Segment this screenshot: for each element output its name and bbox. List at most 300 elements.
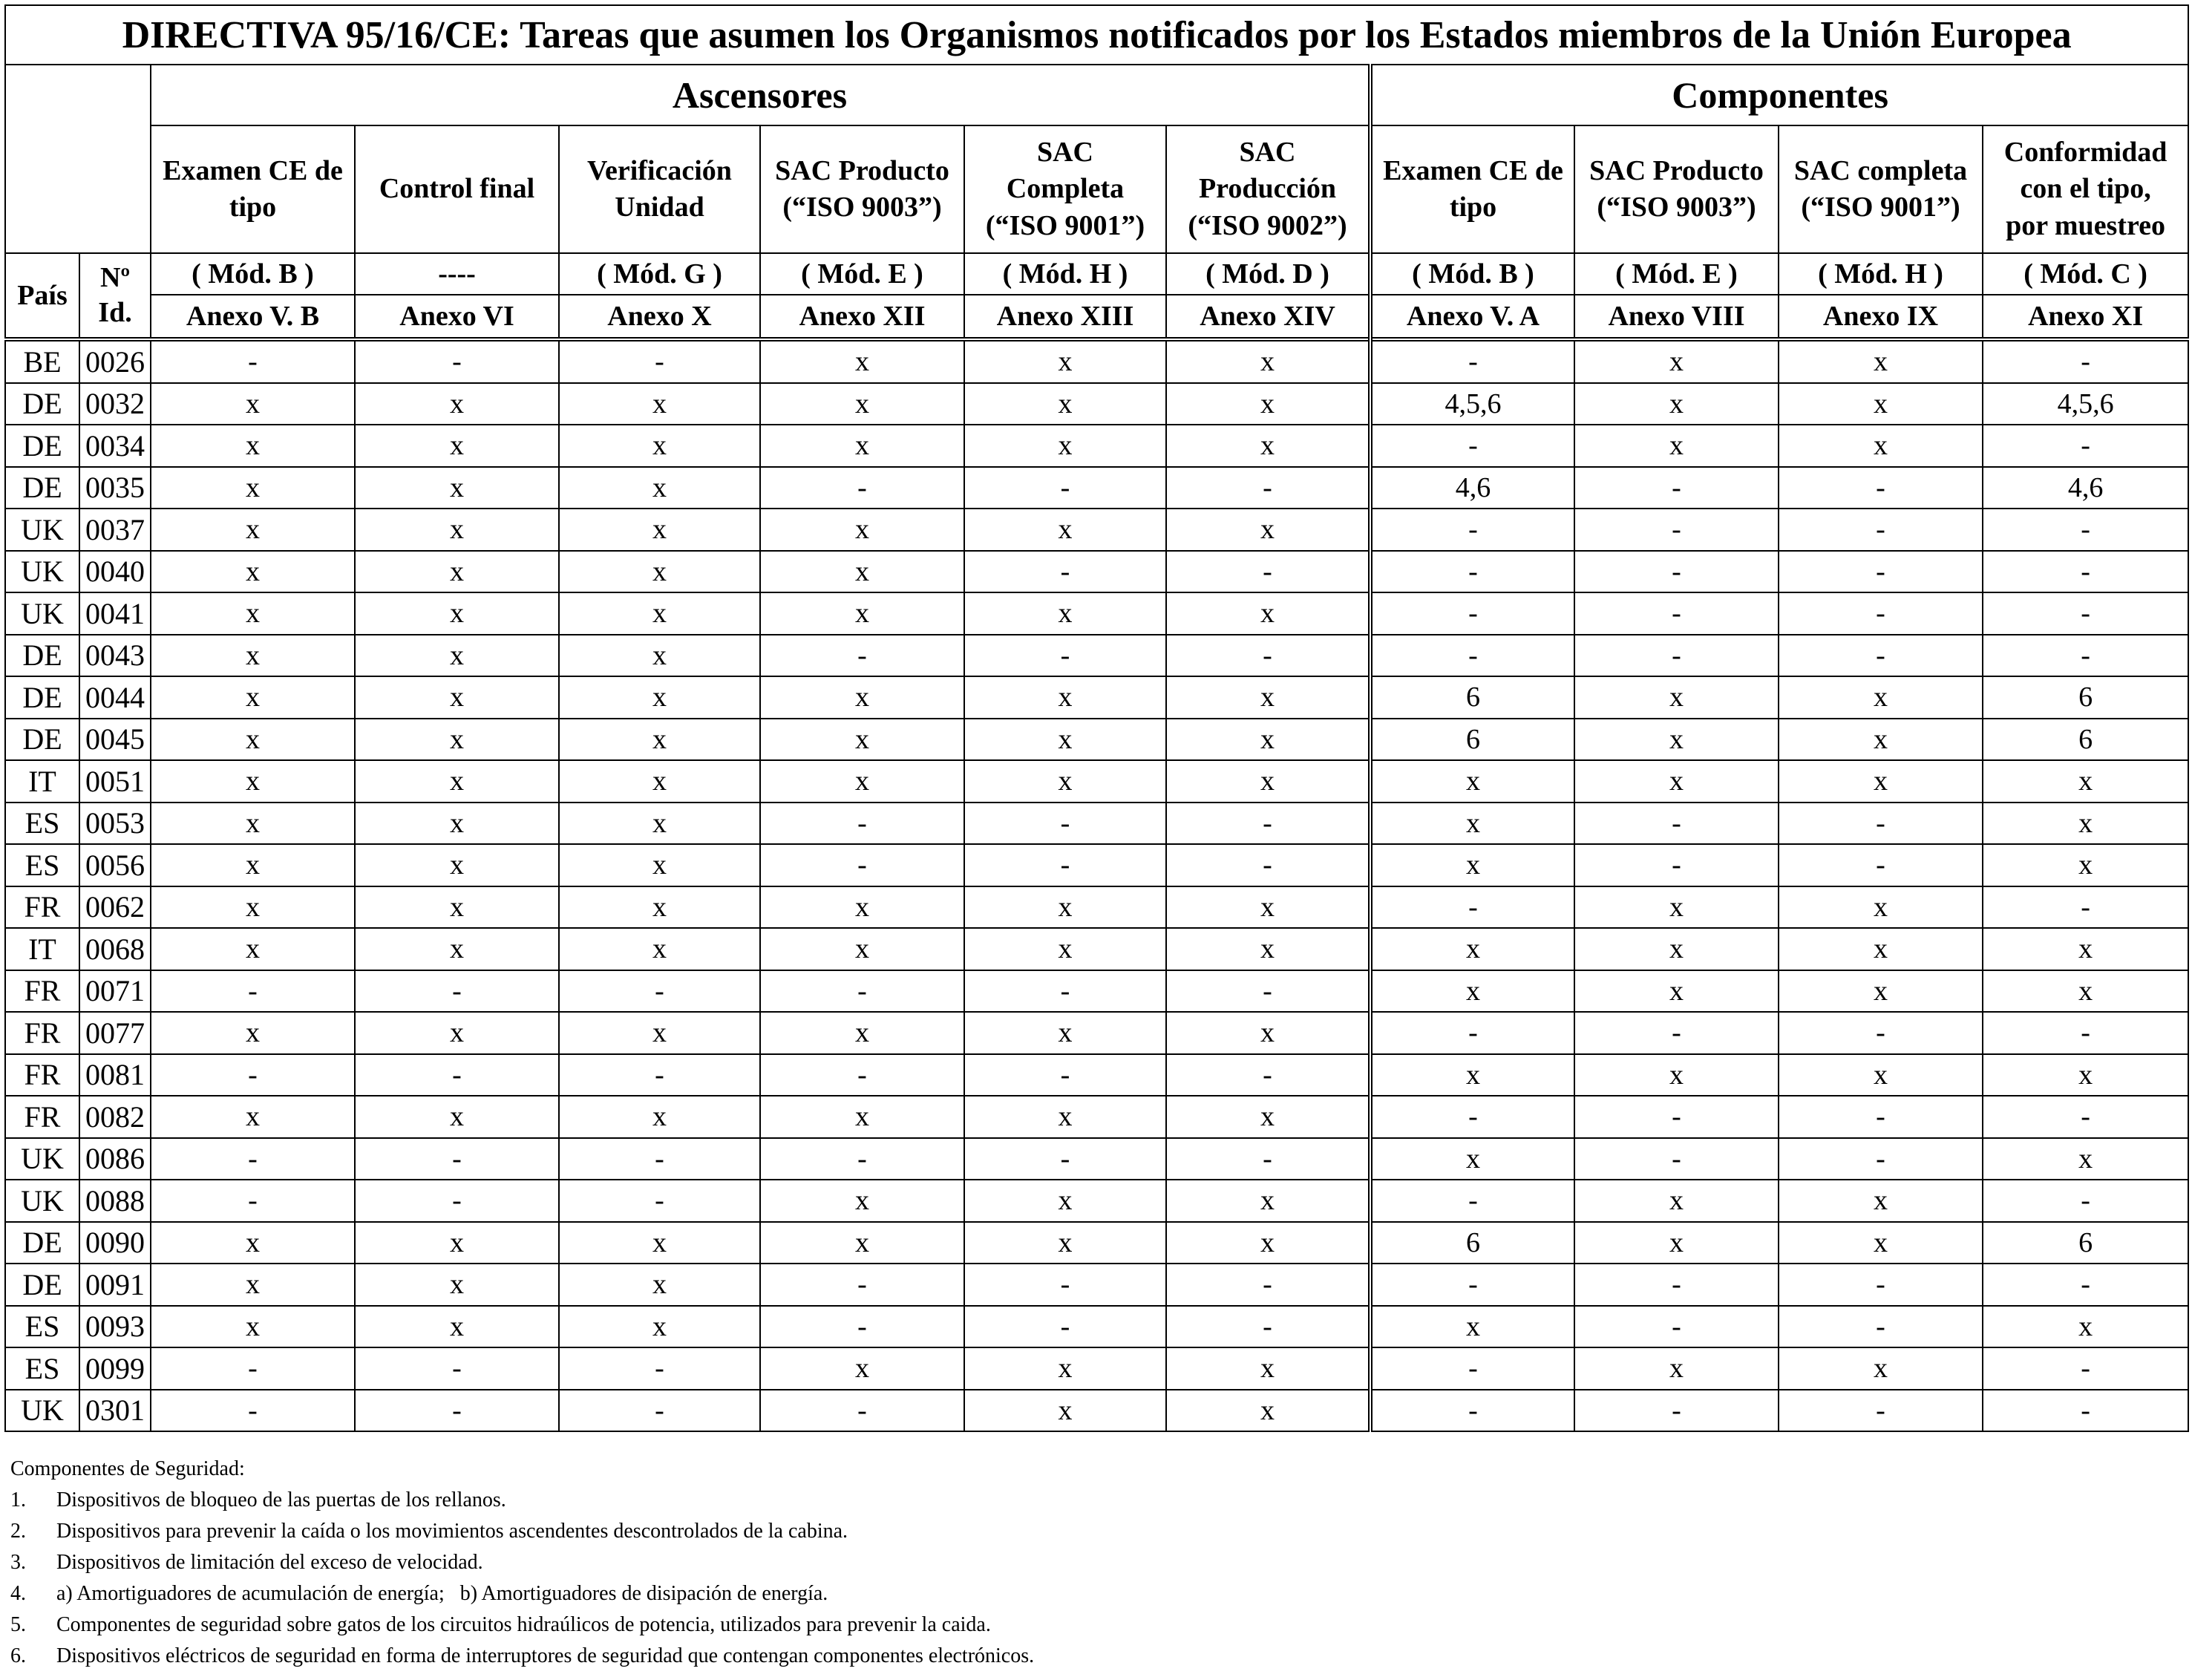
note-number: 4.: [10, 1582, 26, 1605]
annex-cell: Anexo VI: [355, 295, 559, 339]
value-cell: x: [355, 509, 559, 551]
module-cell: ( Mód. H ): [964, 253, 1166, 295]
note-item: [10, 1578, 1034, 1609]
column-label-line: Completa: [1006, 173, 1125, 205]
value-cell: -: [151, 970, 355, 1013]
value-cell: -: [1166, 1138, 1370, 1180]
column-label-line: SAC: [1239, 136, 1296, 168]
value-cell: -: [1779, 1390, 1983, 1432]
value-cell: -: [1779, 803, 1983, 845]
value-cell: -: [964, 467, 1166, 509]
value-cell: -: [355, 970, 559, 1013]
table-row: [5, 1390, 2188, 1432]
value-cell: x: [355, 928, 559, 970]
note-text: Dispositivos de limitación del exceso de velocidad.: [56, 1551, 483, 1574]
value-cell: x: [1166, 760, 1370, 803]
id-cell: 0056: [79, 844, 151, 886]
table-row: [5, 844, 2188, 886]
value-cell: -: [1779, 592, 1983, 635]
note-item: [10, 1641, 1034, 1672]
column-label-line: SAC Producto: [1589, 154, 1764, 186]
value-cell: x: [1166, 1222, 1370, 1264]
value-cell: 4,5,6: [1370, 383, 1574, 425]
value-cell: x: [1574, 425, 1779, 467]
id-cell: 0082: [79, 1096, 151, 1138]
id-cell: 0041: [79, 592, 151, 635]
country-cell: DE: [5, 425, 79, 467]
note-text: Componentes de seguridad sobre gatos de los circuitos hidraúlicos de potencia, utilizados para prevenir la caida.: [56, 1613, 991, 1636]
id-cell: 0053: [79, 803, 151, 845]
table-row: [5, 467, 2188, 509]
value-cell: x: [1779, 1054, 1983, 1096]
value-cell: x: [1166, 509, 1370, 551]
notes-list: [10, 1485, 1034, 1672]
note-number: 5.: [10, 1613, 26, 1636]
value-cell: 6: [1983, 676, 2188, 719]
note-item: [10, 1485, 1034, 1516]
country-cell: UK: [5, 551, 79, 593]
value-cell: x: [1166, 1347, 1370, 1390]
value-cell: x: [559, 1096, 760, 1138]
value-cell: x: [151, 383, 355, 425]
table-row: [5, 886, 2188, 929]
column-label-line: (“ISO 9003”): [782, 192, 942, 223]
value-cell: x: [355, 551, 559, 593]
value-cell: x: [964, 383, 1166, 425]
id-cell: 0044: [79, 676, 151, 719]
value-cell: -: [1574, 1306, 1779, 1348]
value-cell: x: [1983, 1306, 2188, 1348]
value-cell: -: [964, 844, 1166, 886]
value-cell: -: [1370, 1012, 1574, 1054]
value-cell: 6: [1370, 719, 1574, 761]
value-cell: 4,6: [1370, 467, 1574, 509]
value-cell: -: [760, 844, 964, 886]
value-cell: x: [355, 635, 559, 677]
table-row: [5, 928, 2188, 970]
value-cell: -: [1779, 635, 1983, 677]
id-cell: 0035: [79, 467, 151, 509]
value-cell: -: [1370, 425, 1574, 467]
column-label-line: Control final: [379, 173, 535, 205]
column-label-line: Examen CE de: [1383, 154, 1563, 186]
module-cell: ( Mód. E ): [1574, 253, 1779, 295]
value-cell: x: [151, 844, 355, 886]
value-cell: x: [1370, 760, 1574, 803]
country-cell: FR: [5, 1054, 79, 1096]
value-cell: x: [964, 339, 1166, 383]
value-cell: -: [1779, 1096, 1983, 1138]
value-cell: -: [1779, 467, 1983, 509]
value-cell: x: [1166, 676, 1370, 719]
value-cell: -: [1370, 635, 1574, 677]
id-cell: 0088: [79, 1180, 151, 1222]
value-cell: -: [559, 1347, 760, 1390]
module-cell: ( Mód. G ): [559, 253, 760, 295]
country-cell: BE: [5, 339, 79, 383]
note-number: 6.: [10, 1644, 26, 1667]
value-cell: -: [1983, 1347, 2188, 1390]
value-cell: x: [559, 551, 760, 593]
value-cell: 6: [1983, 719, 2188, 761]
module-cell: ----: [355, 253, 559, 295]
column-label-5: [1166, 125, 1370, 253]
module-cell: ( Mód. B ): [151, 253, 355, 295]
table-row: [5, 592, 2188, 635]
value-cell: x: [355, 886, 559, 929]
value-cell: x: [151, 1222, 355, 1264]
value-cell: x: [760, 760, 964, 803]
note-item: [10, 1547, 1034, 1578]
value-cell: 4,6: [1983, 467, 2188, 509]
id-header-line1: Nº: [100, 261, 130, 293]
value-cell: x: [760, 676, 964, 719]
value-cell: x: [1574, 1347, 1779, 1390]
table-row: [5, 1347, 2188, 1390]
value-cell: -: [1983, 1096, 2188, 1138]
value-cell: -: [1370, 886, 1574, 929]
value-cell: x: [1574, 383, 1779, 425]
value-cell: -: [559, 1138, 760, 1180]
value-cell: -: [1574, 803, 1779, 845]
value-cell: x: [1370, 803, 1574, 845]
value-cell: x: [355, 1306, 559, 1348]
table-row: [5, 425, 2188, 467]
annex-row: [5, 295, 2188, 339]
value-cell: x: [151, 1012, 355, 1054]
column-label-line: Producción: [1198, 173, 1337, 205]
value-cell: x: [559, 635, 760, 677]
country-cell: UK: [5, 1138, 79, 1180]
id-cell: 0090: [79, 1222, 151, 1264]
value-cell: x: [1166, 928, 1370, 970]
table-body: [5, 339, 2188, 1431]
value-cell: 6: [1370, 676, 1574, 719]
id-cell: 0043: [79, 635, 151, 677]
column-label-line: SAC Producto: [775, 154, 949, 186]
value-cell: x: [964, 760, 1166, 803]
id-cell: 0051: [79, 760, 151, 803]
value-cell: x: [559, 1012, 760, 1054]
value-cell: -: [1983, 886, 2188, 929]
value-cell: x: [559, 844, 760, 886]
value-cell: x: [1370, 1138, 1574, 1180]
note-item: [10, 1516, 1034, 1547]
column-label-line: (“ISO 9003”): [1597, 192, 1756, 223]
value-cell: x: [760, 509, 964, 551]
annex-cell: Anexo V. B: [151, 295, 355, 339]
value-cell: x: [1983, 1138, 2188, 1180]
id-cell: 0062: [79, 886, 151, 929]
value-cell: x: [355, 592, 559, 635]
value-cell: -: [1574, 844, 1779, 886]
value-cell: -: [1166, 844, 1370, 886]
id-cell: 0081: [79, 1054, 151, 1096]
value-cell: -: [964, 1264, 1166, 1306]
column-label-0: [151, 125, 355, 253]
value-cell: -: [964, 803, 1166, 845]
value-cell: x: [151, 509, 355, 551]
value-cell: x: [1166, 719, 1370, 761]
value-cell: -: [760, 803, 964, 845]
column-label-line: Conformidad: [2003, 136, 2168, 168]
value-cell: -: [355, 1054, 559, 1096]
value-cell: x: [1574, 1180, 1779, 1222]
value-cell: -: [1166, 1306, 1370, 1348]
value-cell: x: [151, 886, 355, 929]
country-cell: UK: [5, 1390, 79, 1432]
header-corner: [5, 65, 151, 253]
value-cell: -: [1370, 1180, 1574, 1222]
value-cell: x: [760, 1012, 964, 1054]
value-cell: -: [559, 1180, 760, 1222]
column-label-7: [1574, 125, 1779, 253]
column-label-line: (“ISO 9001”): [985, 209, 1145, 241]
value-cell: x: [760, 886, 964, 929]
column-label-1: [355, 125, 559, 253]
value-cell: -: [1574, 509, 1779, 551]
country-cell: DE: [5, 635, 79, 677]
value-cell: -: [1779, 1264, 1983, 1306]
value-cell: -: [1370, 1264, 1574, 1306]
value-cell: -: [1574, 1096, 1779, 1138]
value-cell: -: [1166, 635, 1370, 677]
value-cell: -: [760, 1390, 964, 1432]
value-cell: x: [964, 1347, 1166, 1390]
value-cell: -: [559, 970, 760, 1013]
value-cell: x: [1574, 676, 1779, 719]
value-cell: x: [964, 1390, 1166, 1432]
value-cell: x: [964, 425, 1166, 467]
country-cell: DE: [5, 383, 79, 425]
value-cell: -: [964, 1054, 1166, 1096]
table-row: [5, 1264, 2188, 1306]
note-number: 2.: [10, 1520, 26, 1543]
value-cell: -: [1370, 592, 1574, 635]
id-cell: 0093: [79, 1306, 151, 1348]
value-cell: x: [151, 1264, 355, 1306]
value-cell: x: [760, 339, 964, 383]
value-cell: -: [1983, 1264, 2188, 1306]
country-cell: FR: [5, 1096, 79, 1138]
value-cell: x: [760, 1347, 964, 1390]
value-cell: x: [1166, 1180, 1370, 1222]
value-cell: -: [1983, 1012, 2188, 1054]
value-cell: -: [964, 635, 1166, 677]
value-cell: x: [151, 425, 355, 467]
value-cell: x: [1779, 719, 1983, 761]
value-cell: 4,5,6: [1983, 383, 2188, 425]
value-cell: -: [760, 970, 964, 1013]
id-cell: 0301: [79, 1390, 151, 1432]
value-cell: x: [1370, 1306, 1574, 1348]
value-cell: x: [964, 1222, 1166, 1264]
value-cell: x: [964, 928, 1166, 970]
country-cell: IT: [5, 928, 79, 970]
value-cell: -: [760, 1264, 964, 1306]
value-cell: x: [355, 467, 559, 509]
column-label-line: con el tipo,: [2020, 173, 2151, 205]
value-cell: x: [1779, 760, 1983, 803]
id-header-line2: Id.: [98, 297, 132, 328]
value-cell: x: [559, 425, 760, 467]
value-cell: -: [559, 1390, 760, 1432]
id-cell: 0026: [79, 339, 151, 383]
id-cell: 0045: [79, 719, 151, 761]
value-cell: x: [151, 719, 355, 761]
value-cell: -: [1983, 425, 2188, 467]
table-row: [5, 1222, 2188, 1264]
value-cell: x: [151, 803, 355, 845]
value-cell: x: [1370, 970, 1574, 1013]
id-cell: 0032: [79, 383, 151, 425]
value-cell: x: [1983, 803, 2188, 845]
value-cell: -: [1779, 1138, 1983, 1180]
group-ascensores: Ascensores: [151, 65, 1370, 125]
id-cell: 0086: [79, 1138, 151, 1180]
country-cell: ES: [5, 1306, 79, 1348]
value-cell: x: [1574, 339, 1779, 383]
value-cell: x: [355, 1264, 559, 1306]
table-row: [5, 760, 2188, 803]
id-cell: 0068: [79, 928, 151, 970]
country-cell: DE: [5, 467, 79, 509]
value-cell: x: [1574, 1054, 1779, 1096]
value-cell: -: [760, 1138, 964, 1180]
table-row: [5, 676, 2188, 719]
table-row: [5, 1012, 2188, 1054]
note-number: 1.: [10, 1488, 26, 1511]
value-cell: x: [760, 1222, 964, 1264]
value-cell: x: [559, 719, 760, 761]
country-cell: UK: [5, 1180, 79, 1222]
table-row: [5, 1180, 2188, 1222]
value-cell: x: [964, 509, 1166, 551]
value-cell: x: [1779, 970, 1983, 1013]
id-cell: 0071: [79, 970, 151, 1013]
table-row: [5, 635, 2188, 677]
value-cell: -: [1574, 1138, 1779, 1180]
value-cell: x: [151, 676, 355, 719]
value-cell: -: [151, 1180, 355, 1222]
column-label-line: (“ISO 9001”): [1801, 192, 1960, 223]
value-cell: -: [1983, 1180, 2188, 1222]
table-row: [5, 1306, 2188, 1348]
value-cell: x: [1370, 928, 1574, 970]
document: [4, 4, 2188, 1432]
value-cell: -: [1166, 1264, 1370, 1306]
value-cell: -: [1983, 592, 2188, 635]
value-cell: x: [1574, 886, 1779, 929]
column-label-line: (“ISO 9002”): [1188, 209, 1347, 241]
value-cell: x: [760, 551, 964, 593]
value-cell: -: [964, 970, 1166, 1013]
value-cell: x: [151, 928, 355, 970]
value-cell: x: [760, 383, 964, 425]
column-label-4: [964, 125, 1166, 253]
value-cell: x: [151, 592, 355, 635]
column-label-3: [760, 125, 964, 253]
value-cell: -: [1574, 1390, 1779, 1432]
page-title: DIRECTIVA 95/16/CE: Tareas que asumen los Organismos notificados por los Estados miembros de la Unión Europea: [5, 5, 2188, 65]
value-cell: -: [1983, 509, 2188, 551]
value-cell: -: [151, 1054, 355, 1096]
value-cell: -: [1574, 635, 1779, 677]
value-cell: -: [1370, 1390, 1574, 1432]
note-text: Dispositivos eléctricos de seguridad en forma de interruptores de seguridad que contengan componentes electrónicos.: [56, 1644, 1035, 1667]
table-row: [5, 339, 2188, 383]
annex-cell: Anexo XI: [1983, 295, 2188, 339]
value-cell: x: [760, 928, 964, 970]
value-cell: -: [1166, 803, 1370, 845]
value-cell: x: [559, 803, 760, 845]
value-cell: x: [355, 719, 559, 761]
value-cell: -: [1983, 551, 2188, 593]
table-header: [5, 5, 2188, 339]
value-cell: x: [559, 928, 760, 970]
table-row: [5, 509, 2188, 551]
column-label-2: [559, 125, 760, 253]
value-cell: x: [760, 592, 964, 635]
value-cell: -: [355, 1390, 559, 1432]
value-cell: x: [559, 886, 760, 929]
country-cell: DE: [5, 676, 79, 719]
value-cell: -: [1574, 592, 1779, 635]
annex-cell: Anexo IX: [1779, 295, 1983, 339]
column-label-line: Unidad: [615, 192, 704, 223]
value-cell: x: [964, 1012, 1166, 1054]
value-cell: x: [964, 592, 1166, 635]
notified-bodies-table: [4, 4, 2189, 1432]
id-header: [79, 253, 151, 339]
value-cell: x: [151, 635, 355, 677]
value-cell: x: [1983, 928, 2188, 970]
value-cell: x: [964, 1180, 1166, 1222]
country-cell: UK: [5, 592, 79, 635]
value-cell: x: [1779, 1347, 1983, 1390]
value-cell: x: [559, 676, 760, 719]
value-cell: -: [760, 467, 964, 509]
value-cell: x: [559, 760, 760, 803]
notes-heading: Componentes de Seguridad:: [10, 1457, 245, 1480]
value-cell: x: [1574, 928, 1779, 970]
value-cell: -: [355, 1347, 559, 1390]
column-label-line: Examen CE de: [163, 154, 343, 186]
id-cell: 0077: [79, 1012, 151, 1054]
module-cell: ( Mód. C ): [1983, 253, 2188, 295]
value-cell: x: [1983, 1054, 2188, 1096]
country-cell: DE: [5, 1222, 79, 1264]
column-label-line: tipo: [1449, 192, 1497, 223]
value-cell: -: [355, 1138, 559, 1180]
country-cell: ES: [5, 803, 79, 845]
note-number: 3.: [10, 1551, 26, 1574]
value-cell: -: [1370, 1096, 1574, 1138]
value-cell: x: [559, 509, 760, 551]
value-cell: x: [1370, 844, 1574, 886]
value-cell: -: [1574, 1264, 1779, 1306]
value-cell: x: [1574, 1222, 1779, 1264]
value-cell: -: [1779, 844, 1983, 886]
value-cell: -: [355, 339, 559, 383]
module-row: [5, 253, 2188, 295]
column-label-9: [1983, 125, 2188, 253]
value-cell: x: [1574, 760, 1779, 803]
table-row: [5, 1096, 2188, 1138]
column-label-line: por muestreo: [2006, 209, 2166, 241]
country-cell: UK: [5, 509, 79, 551]
table-row: [5, 803, 2188, 845]
